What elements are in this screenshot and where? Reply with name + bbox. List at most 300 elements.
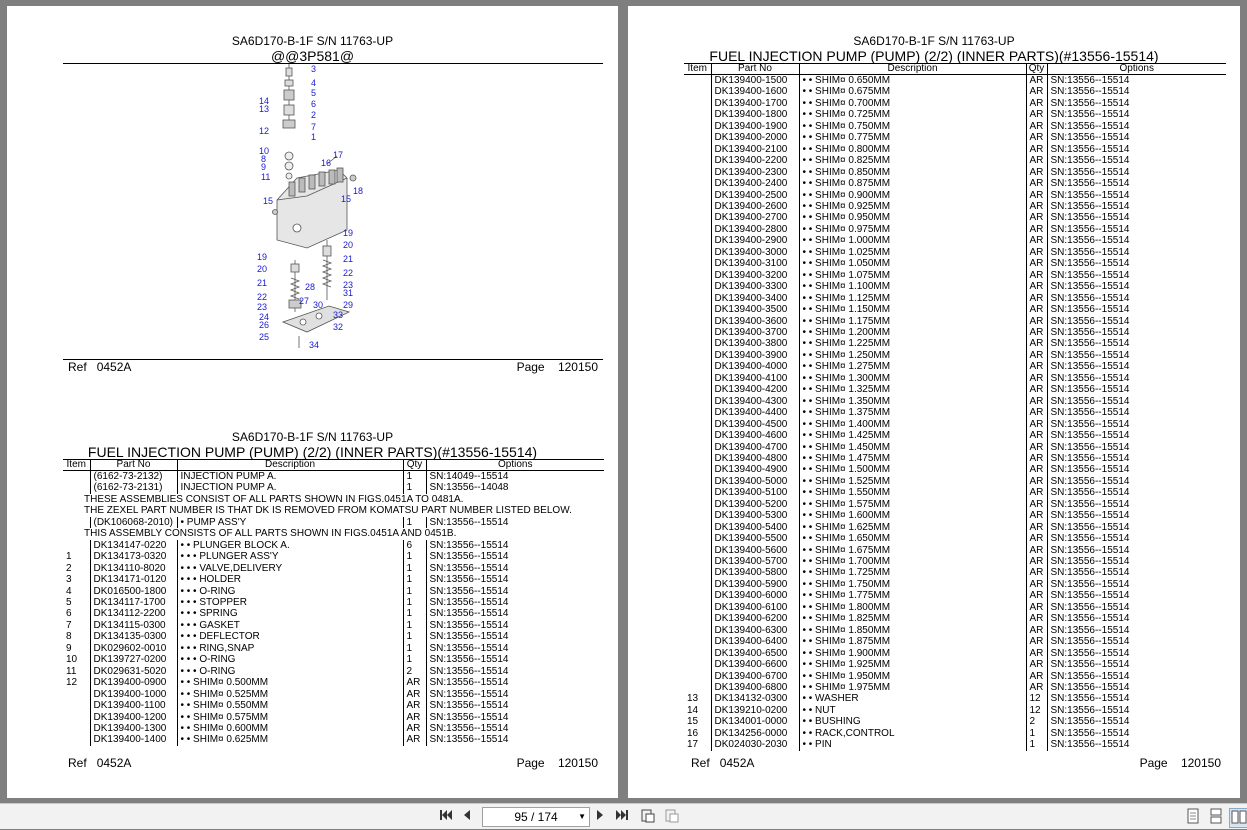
qty-cell: AR (1026, 178, 1047, 189)
description-cell: • • SHIM¤ 1.400MM (799, 419, 1026, 430)
item-cell: 3 (66, 574, 72, 586)
description-cell: • • SHIM¤ 0.900MM (799, 190, 1026, 201)
item-cell (684, 361, 711, 372)
table-row (63, 517, 604, 528)
column-header: Part No (711, 64, 799, 75)
item-cell: 8 (66, 631, 72, 643)
table-row (684, 98, 1226, 109)
options-cell: SN:13556--15514 (1047, 316, 1226, 327)
part-no-cell: DK139400-5100 (711, 487, 799, 498)
qty-cell: AR (1026, 682, 1047, 693)
table-row (63, 666, 604, 677)
part-no-cell: DK134173-0320 (90, 551, 177, 562)
options-cell: SN:13556--15514 (426, 563, 604, 574)
options-cell: SN:13556--15514 (426, 540, 604, 551)
options-cell: SN:13556--15514 (426, 608, 604, 619)
table-row (63, 723, 604, 734)
item-cell: 12 (66, 677, 78, 689)
table-row (684, 613, 1226, 624)
item-cell: 6 (66, 608, 72, 620)
description-cell: • • PLUNGER BLOCK A. (177, 540, 403, 551)
part-no-cell: DK139400-5900 (711, 579, 799, 590)
qty-cell: 1 (403, 643, 426, 654)
left-page (7, 6, 618, 798)
qty-cell: AR (1026, 373, 1047, 384)
table-row (684, 178, 1226, 189)
part-no-cell: DK139400-2700 (711, 212, 799, 223)
part-no-cell: DK139400-4300 (711, 396, 799, 407)
part-no-cell: DK139400-3000 (711, 247, 799, 258)
table-row (684, 671, 1226, 682)
description-cell: • • SHIM¤ 0.600MM (177, 723, 403, 734)
table-row (63, 712, 604, 723)
part-no-cell: DK139400-4700 (711, 442, 799, 453)
last-page-icon[interactable] (614, 808, 630, 826)
chevron-down-icon: ▼ (578, 812, 586, 821)
note-cell: THESE ASSEMBLIES CONSIST OF ALL PARTS SHOWN IN FIGS.0451A TO 0481A. (84, 493, 464, 505)
item-cell (684, 109, 711, 120)
description-cell: • • SHIM¤ 1.300MM (799, 373, 1026, 384)
column-header: Description (799, 64, 1026, 75)
callout-label: 7 (311, 122, 317, 132)
options-cell: SN:13556--15514 (1047, 648, 1226, 659)
options-cell: SN:13556--15514 (426, 597, 604, 608)
description-cell: • • • HOLDER (177, 574, 403, 585)
qty-cell: 1 (1026, 728, 1047, 739)
description-cell: • • PIN (799, 739, 1026, 750)
options-cell: SN:13556--15514 (426, 689, 604, 700)
table-row (684, 716, 1226, 727)
table-row (684, 442, 1226, 453)
table-row (684, 728, 1226, 739)
part-no-cell: DK139400-1300 (90, 723, 177, 734)
options-cell: SN:13556--15514 (1047, 476, 1226, 487)
description-cell: • • SHIM¤ 0.525MM (177, 689, 403, 700)
part-no-cell: DK139400-2900 (711, 235, 799, 246)
item-cell (684, 602, 711, 613)
qty-cell: AR (1026, 247, 1047, 258)
qty-cell: AR (1026, 407, 1047, 418)
item-cell (684, 281, 711, 292)
qty-cell: AR (1026, 499, 1047, 510)
description-cell: • • SHIM¤ 1.950MM (799, 671, 1026, 682)
part-no-cell: DK139400-5000 (711, 476, 799, 487)
qty-cell: AR (403, 712, 426, 723)
callout-label: 33 (333, 310, 344, 320)
table-row (684, 430, 1226, 441)
table-row (684, 270, 1226, 281)
qty-cell: AR (1026, 350, 1047, 361)
qty-cell: 1 (403, 631, 426, 642)
ref-label: Ref (68, 756, 87, 770)
description-cell: • • SHIM¤ 1.500MM (799, 464, 1026, 475)
callout-label: 20 (257, 264, 268, 274)
part-no-cell: DK134147-0220 (90, 540, 177, 551)
callout-label: 3 (311, 64, 317, 74)
qty-cell: AR (1026, 316, 1047, 327)
item-cell (63, 517, 90, 528)
item-cell (63, 700, 90, 711)
options-cell: SN:13556--15514 (1047, 407, 1226, 418)
item-cell (684, 407, 711, 418)
callout-label: 23 (257, 302, 268, 312)
qty-cell: 6 (403, 540, 426, 551)
table-row (684, 545, 1226, 556)
item-cell (684, 178, 711, 189)
table-row (63, 597, 604, 608)
parts-title: FUEL INJECTION PUMP (PUMP) (2/2) (INNER PARTS)(#13556-15514) (709, 48, 1159, 64)
description-cell: • • SHIM¤ 1.150MM (799, 304, 1026, 315)
table-row (684, 579, 1226, 590)
item-cell: 9 (66, 642, 72, 654)
item-cell (684, 396, 711, 407)
part-no-cell: DK139400-3900 (711, 350, 799, 361)
item-cell (684, 522, 711, 533)
part-no-cell: DK139400-1100 (90, 700, 177, 711)
part-no-cell: DK139400-2100 (711, 144, 799, 155)
table-row (684, 316, 1226, 327)
next-page-icon[interactable] (593, 808, 607, 826)
description-cell: • • • SPRING (177, 608, 403, 619)
options-cell: SN:13556--15514 (1047, 167, 1226, 178)
part-no-cell: DK139400-2200 (711, 155, 799, 166)
qty-cell: AR (1026, 602, 1047, 613)
description-cell: • • SHIM¤ 1.850MM (799, 625, 1026, 636)
qty-cell: AR (1026, 419, 1047, 430)
description-cell: • PUMP ASS'Y (177, 517, 403, 528)
item-cell (684, 533, 711, 544)
table-row (684, 407, 1226, 418)
options-cell: SN:13556--15514 (1047, 270, 1226, 281)
description-cell: • • SHIM¤ 0.925MM (799, 201, 1026, 212)
description-cell: • • • O-RING (177, 586, 403, 597)
part-no-cell: DK139400-6800 (711, 682, 799, 693)
item-cell: 15 (687, 716, 699, 728)
part-no-cell: DK139400-6100 (711, 602, 799, 613)
callout-label: 12 (259, 126, 270, 136)
table-row (63, 734, 604, 745)
fit-width-icon[interactable] (663, 808, 681, 826)
table-row (684, 636, 1226, 647)
description-cell: • • SHIM¤ 1.625MM (799, 522, 1026, 533)
options-cell: SN:13556--15514 (1047, 304, 1226, 315)
qty-cell: AR (1026, 567, 1047, 578)
description-cell: • • • STOPPER (177, 597, 403, 608)
single-page-icon[interactable] (1185, 808, 1201, 826)
callout-label: 17 (333, 150, 344, 160)
continuous-icon[interactable] (1208, 808, 1224, 826)
table-row (63, 608, 604, 619)
table-row (684, 75, 1226, 87)
two-page-icon[interactable] (1229, 808, 1247, 828)
description-cell: • • SHIM¤ 0.550MM (177, 700, 403, 711)
description-cell: • • SHIM¤ 0.500MM (177, 677, 403, 688)
item-cell (63, 540, 90, 551)
options-cell: SN:13556--15514 (426, 574, 604, 585)
qty-cell: 1 (403, 608, 426, 619)
options-cell: SN:13556--15514 (426, 712, 604, 723)
item-cell (684, 613, 711, 624)
table-row (684, 258, 1226, 269)
callout-label: 29 (343, 300, 354, 310)
table-row (684, 567, 1226, 578)
qty-cell: AR (1026, 556, 1047, 567)
column-header: Qty (403, 460, 426, 471)
options-cell: SN:13556--15514 (1047, 384, 1226, 395)
item-cell: 1 (66, 551, 72, 563)
qty-cell: AR (1026, 304, 1047, 315)
table-row (63, 563, 604, 574)
options-cell: SN:13556--15514 (1047, 430, 1226, 441)
item-cell (684, 258, 711, 269)
description-cell: • • SHIM¤ 1.475MM (799, 453, 1026, 464)
part-no-cell: DK139400-3400 (711, 293, 799, 304)
qty-cell: 1 (403, 471, 426, 483)
ref-label: Ref (68, 360, 87, 374)
qty-cell: AR (1026, 613, 1047, 624)
table-row (684, 384, 1226, 395)
item-cell (684, 590, 711, 601)
item-cell: 2 (66, 562, 72, 574)
prev-page-icon[interactable] (460, 808, 474, 826)
item-cell (684, 338, 711, 349)
page-label: Page (1139, 756, 1168, 770)
description-cell: INJECTION PUMP A. (177, 471, 403, 483)
description-cell: • • SHIM¤ 1.175MM (799, 316, 1026, 327)
callout-label: 30 (313, 300, 324, 310)
note-row (63, 505, 604, 516)
parts-table (684, 63, 1226, 751)
note-row (63, 528, 604, 539)
description-cell: • • SHIM¤ 1.725MM (799, 567, 1026, 578)
item-cell: 17 (687, 739, 699, 751)
options-cell: SN:13556--15514 (426, 654, 604, 665)
description-cell: • • SHIM¤ 1.375MM (799, 407, 1026, 418)
description-cell: • • SHIM¤ 0.575MM (177, 712, 403, 723)
description-cell: • • SHIM¤ 1.575MM (799, 499, 1026, 510)
table-row (684, 293, 1226, 304)
options-cell: SN:13556--15514 (1047, 212, 1226, 223)
part-no-cell: DK024030-2030 (711, 739, 799, 750)
item-cell (684, 579, 711, 590)
exploded-diagram-svg (237, 60, 377, 350)
options-cell: SN:13556--15514 (1047, 235, 1226, 246)
description-cell: • • SHIM¤ 1.000MM (799, 235, 1026, 246)
description-cell: • • SHIM¤ 0.775MM (799, 132, 1026, 143)
qty-cell: 1 (1026, 739, 1047, 750)
callout-label: 21 (257, 278, 268, 288)
qty-cell: 1 (403, 654, 426, 665)
options-cell: SN:13556--15514 (1047, 453, 1226, 464)
part-no-cell: DK139400-3300 (711, 281, 799, 292)
part-no-cell: DK139400-6300 (711, 625, 799, 636)
description-cell: • • SHIM¤ 1.525MM (799, 476, 1026, 487)
table-row (684, 327, 1226, 338)
qty-cell: AR (1026, 190, 1047, 201)
options-cell: SN:13556--15514 (1047, 201, 1226, 212)
item-cell (684, 384, 711, 395)
item-cell (684, 430, 711, 441)
exploded-diagram (237, 60, 377, 350)
options-cell: SN:13556--15514 (1047, 522, 1226, 533)
qty-cell: AR (1026, 167, 1047, 178)
figure-title: @@3P581@ (270, 48, 355, 64)
options-cell: SN:13556--15514 (426, 734, 604, 745)
qty-cell: AR (1026, 442, 1047, 453)
qty-cell: AR (1026, 155, 1047, 166)
table-row (684, 648, 1226, 659)
description-cell: • • SHIM¤ 1.200MM (799, 327, 1026, 338)
description-cell: • • SHIM¤ 0.950MM (799, 212, 1026, 223)
first-page-icon[interactable] (438, 808, 454, 826)
qty-cell: 1 (403, 551, 426, 562)
table-row (684, 739, 1226, 750)
item-cell (684, 567, 711, 578)
part-no-cell: DK139400-4400 (711, 407, 799, 418)
options-cell: SN:13556--15514 (1047, 155, 1226, 166)
callout-label: 1 (311, 132, 317, 142)
qty-cell: AR (1026, 132, 1047, 143)
qty-cell: AR (1026, 121, 1047, 132)
table-row (63, 677, 604, 688)
item-cell (684, 190, 711, 201)
callout-label: 28 (305, 282, 316, 292)
options-cell: SN:13556--15514 (1047, 739, 1226, 750)
item-cell: 13 (687, 693, 699, 705)
options-cell: SN:13556--15514 (1047, 728, 1226, 739)
page-selector[interactable] (482, 807, 590, 827)
part-no-cell: DK139400-1500 (711, 75, 799, 87)
qty-cell: AR (1026, 75, 1047, 87)
model-heading: SA6D170-B-1F S/N 11763-UP (853, 34, 1015, 48)
options-cell: SN:13556--15514 (1047, 419, 1226, 430)
table-row (684, 121, 1226, 132)
description-cell: • • SHIM¤ 0.800MM (799, 144, 1026, 155)
part-no-cell: DK139400-3100 (711, 258, 799, 269)
part-no-cell: DK139400-3600 (711, 316, 799, 327)
description-cell: • • SHIM¤ 1.800MM (799, 602, 1026, 613)
item-cell (684, 235, 711, 246)
part-no-cell: DK139400-1600 (711, 86, 799, 97)
table-row (684, 190, 1226, 201)
ref-value: 0452A (96, 360, 132, 374)
table-row (684, 235, 1226, 246)
description-cell: • • SHIM¤ 1.425MM (799, 430, 1026, 441)
item-cell (684, 167, 711, 178)
part-no-cell: (6162-73-2132) (90, 471, 177, 483)
item-cell (684, 144, 711, 155)
ref-label: Ref (691, 756, 710, 770)
qty-cell: AR (403, 723, 426, 734)
description-cell: • • • PLUNGER ASS'Y (177, 551, 403, 562)
qty-cell: AR (1026, 258, 1047, 269)
table-row (63, 551, 604, 562)
options-cell: SN:13556--15514 (1047, 396, 1226, 407)
options-cell: SN:13556--15514 (1047, 556, 1226, 567)
description-cell: • • SHIM¤ 1.775MM (799, 590, 1026, 601)
description-cell: • • SHIM¤ 0.675MM (799, 86, 1026, 97)
part-no-cell: DK134132-0300 (711, 693, 799, 704)
part-no-cell: DK134001-0000 (711, 716, 799, 727)
qty-cell: AR (1026, 109, 1047, 120)
part-no-cell: DK139400-6600 (711, 659, 799, 670)
viewer-toolbar (0, 803, 1247, 829)
description-cell: • • NUT (799, 705, 1026, 716)
part-no-cell: DK139400-4200 (711, 384, 799, 395)
options-cell: SN:13556--15514 (1047, 109, 1226, 120)
ref-value: 0452A (96, 756, 132, 770)
options-cell: SN:13556--15514 (1047, 442, 1226, 453)
qty-cell: AR (1026, 144, 1047, 155)
description-cell: • • SHIM¤ 0.725MM (799, 109, 1026, 120)
item-cell (684, 419, 711, 430)
qty-cell: AR (1026, 671, 1047, 682)
qty-cell: AR (1026, 625, 1047, 636)
callout-label: 20 (343, 240, 354, 250)
item-cell (684, 545, 711, 556)
part-no-cell: DK139400-4800 (711, 453, 799, 464)
table-row (684, 281, 1226, 292)
options-cell: SN:13556--15514 (1047, 121, 1226, 132)
parts-table (63, 459, 604, 746)
part-no-cell: DK139400-6700 (711, 671, 799, 682)
qty-cell: 1 (403, 620, 426, 631)
part-no-cell: DK134115-0300 (90, 620, 177, 631)
description-cell: • • • RING,SNAP (177, 643, 403, 654)
qty-cell: AR (1026, 510, 1047, 521)
table-row (684, 373, 1226, 384)
callout-label: 4 (311, 78, 317, 88)
callout-label: 22 (343, 268, 354, 278)
item-cell: 16 (687, 727, 699, 739)
callout-label: 31 (343, 288, 354, 298)
description-cell: • • SHIM¤ 0.625MM (177, 734, 403, 745)
options-cell: SN:13556--15514 (1047, 258, 1226, 269)
qty-cell: AR (1026, 648, 1047, 659)
callout-label: 26 (259, 320, 270, 330)
table-row (63, 689, 604, 700)
description-cell: • • SHIM¤ 0.650MM (799, 75, 1026, 87)
qty-cell: AR (1026, 270, 1047, 281)
callout-label: 19 (257, 252, 268, 262)
options-cell: SN:13556--15514 (426, 643, 604, 654)
qty-cell: AR (403, 677, 426, 688)
part-no-cell: DK139210-0200 (711, 705, 799, 716)
item-cell (684, 155, 711, 166)
options-cell: SN:13556--15514 (1047, 636, 1226, 647)
options-cell: SN:13556--15514 (1047, 338, 1226, 349)
table-row (63, 643, 604, 654)
qty-cell: 1 (403, 597, 426, 608)
description-cell: • • • DEFLECTOR (177, 631, 403, 642)
table-row (684, 464, 1226, 475)
options-cell: SN:13556--15514 (1047, 464, 1226, 475)
options-cell: SN:13556--15514 (1047, 613, 1226, 624)
options-cell: SN:13556--15514 (1047, 545, 1226, 556)
part-no-cell: DK139400-6200 (711, 613, 799, 624)
item-cell (684, 212, 711, 223)
item-cell (63, 471, 90, 483)
qty-cell: AR (1026, 464, 1047, 475)
fit-page-icon[interactable] (639, 808, 657, 826)
description-cell: • • • VALVE,DELIVERY (177, 563, 403, 574)
column-header: Qty (1026, 64, 1047, 75)
item-cell (63, 689, 90, 700)
part-no-cell: DK139400-3800 (711, 338, 799, 349)
table-row (684, 247, 1226, 258)
qty-cell: AR (1026, 659, 1047, 670)
item-cell (684, 671, 711, 682)
